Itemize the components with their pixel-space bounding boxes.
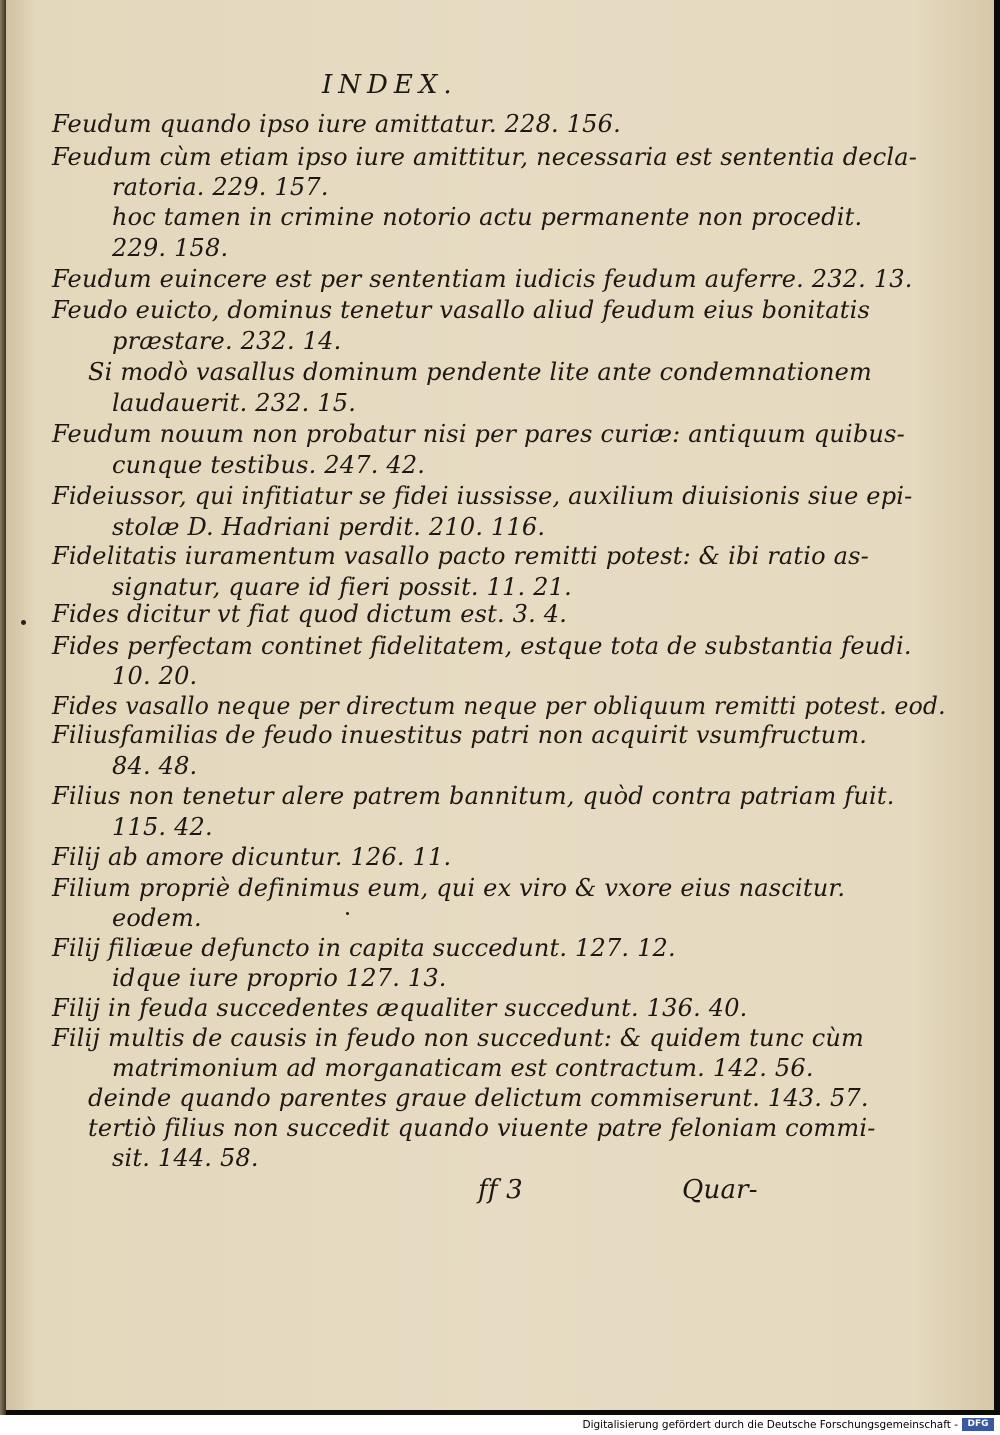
index-line: 84. 48. (112, 752, 198, 780)
footer-credit: Digitalisierung gefördert durch die Deutsche Forschungsgemeinschaft - (582, 1419, 958, 1431)
index-line: stolæ D. Hadriani perdit. 210. 116. (112, 513, 546, 541)
digitization-footer (0, 1415, 1000, 1435)
dfg-logo: DFG (962, 1418, 994, 1431)
index-line: Feudo euicto, dominus tenetur vasallo aliud feudum eius bonitatis (52, 296, 870, 324)
catchword: Quar- (682, 1175, 758, 1205)
page-header: INDEX. (322, 70, 458, 100)
ink-speck (21, 620, 26, 625)
index-line: Filius non tenetur alere patrem bannitum, quòd contra patriam fuit. (52, 782, 895, 810)
index-line: Fideiussor, qui infitiatur se fidei iussisse, auxilium diuisionis siue epi- (52, 482, 913, 510)
index-line: Filium propriè definimus eum, qui ex viro & vxore eius nascitur. (52, 874, 846, 902)
index-line: matrimonium ad morganaticam est contractum. 142. 56. (112, 1054, 814, 1082)
index-line: hoc tamen in crimine notorio actu permanente non procedit. (112, 203, 863, 231)
index-text (6, 0, 994, 1410)
index-line: Feudum nouum non probatur nisi per pares curiæ: antiquum quibus- (52, 420, 905, 448)
index-line: cunque testibus. 247. 42. (112, 451, 426, 479)
index-line: 229. 158. (112, 234, 229, 262)
index-line: Filij multis de causis in feudo non succedunt: & quidem tunc cùm (52, 1024, 865, 1052)
index-line: Feudum quando ipso iure amittatur. 228. 156. (52, 110, 621, 138)
signature-mark: ff 3 (478, 1175, 523, 1205)
index-line: Filij ab amore dicuntur. 126. 11. (52, 843, 452, 871)
index-line: Filij filiæue defuncto in capita succedunt. 127. 12. (52, 934, 676, 962)
index-line: Filij in feuda succedentes æqualiter succedunt. 136. 40. (52, 994, 748, 1022)
index-line: Feudum cùm etiam ipso iure amittitur, necessaria est sententia decla- (52, 143, 918, 171)
index-line: Feudum euincere est per sententiam iudicis feudum auferre. 232. 13. (52, 265, 913, 293)
index-line: 10. 20. (112, 662, 198, 690)
index-line: Fides perfectam continet fidelitatem, estque tota de substantia feudi. (52, 632, 912, 660)
index-line: sit. 144. 58. (112, 1144, 259, 1172)
index-line: ratoria. 229. 157. (112, 173, 329, 201)
index-line: Filiusfamilias de feudo inuestitus patri non acquirit vsumfructum. (52, 721, 868, 749)
index-line: tertiò filius non succedit quando viuente patre feloniam commi- (88, 1114, 876, 1142)
index-line: deinde quando parentes graue delictum commiserunt. 143. 57. (88, 1084, 869, 1112)
index-line: signatur, quare id fieri possit. 11. 21. (112, 573, 572, 601)
ink-speck (346, 912, 349, 915)
index-line: idque iure proprio 127. 13. (112, 964, 447, 992)
index-line: Fides dicitur vt fiat quod dictum est. 3. 4. (52, 600, 568, 628)
index-line: Fidelitatis iuramentum vasallo pacto remitti potest: & ibi ratio as- (52, 542, 869, 570)
paper-page (6, 0, 994, 1410)
index-line: Fides vasallo neque per directum neque per obliquum remitti potest. eod. (52, 692, 946, 720)
index-line: eodem. (112, 904, 202, 932)
index-line: præstare. 232. 14. (112, 327, 342, 355)
index-line: 115. 42. (112, 813, 213, 841)
index-line: Si modò vasallus dominum pendente lite ante condemnationem (88, 358, 873, 386)
index-line: laudauerit. 232. 15. (112, 389, 357, 417)
